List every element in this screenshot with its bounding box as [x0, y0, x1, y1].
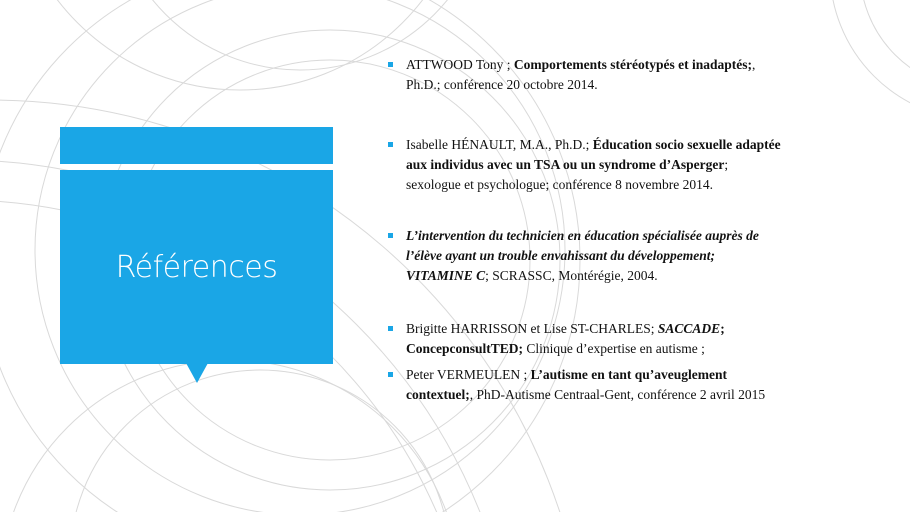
ref-title: aux individus avec un TSA ou un syndrome d’Asperger — [406, 157, 725, 172]
ref-title: L’intervention du technicien en éducation spécialisée auprès de — [406, 228, 759, 243]
ref-text: sexologue et psychologue; conférence 8 novembre 2014. — [406, 177, 714, 192]
ref-text: ; — [724, 157, 729, 172]
ref-title: VITAMINE C — [406, 268, 486, 283]
page-title: Références — [115, 249, 278, 285]
ref-text: , PhD-Autisme Centraal-Gent, conférence 2 avril 2015 — [469, 387, 766, 402]
reference-item-attwood — [388, 55, 848, 95]
bullet-icon — [388, 233, 393, 238]
ref-text: , — [752, 57, 756, 72]
ref-author: ATTWOOD Tony ; — [406, 57, 514, 72]
ref-title: Comportements stéréotypés et inadaptés; — [513, 57, 752, 72]
reference-item-harrisson — [388, 319, 848, 359]
ref-author: Brigitte HARRISSON et Lise ST-CHARLES; — [406, 321, 658, 336]
reference-item-vitamine-c — [388, 226, 848, 286]
bullet-icon — [388, 326, 393, 331]
ref-text: Ph.D.; conférence 20 octobre 2014. — [406, 77, 598, 92]
bullet-icon — [388, 142, 393, 147]
title-panel — [60, 170, 333, 364]
ref-text: Clinique d’expertise en autisme ; — [523, 341, 705, 356]
title-band — [60, 127, 333, 164]
bullet-icon — [388, 62, 393, 67]
ref-author: Peter VERMEULEN ; — [406, 367, 531, 382]
ref-title: SACCADE — [657, 321, 721, 336]
ref-title: ConcepconsultTED; — [406, 341, 524, 356]
ref-title: L’autisme en tant qu’aveuglement — [530, 367, 728, 382]
ref-title: ; — [720, 321, 725, 336]
ref-title: Éducation socio sexuelle adaptée — [592, 137, 781, 152]
bullet-icon — [388, 372, 393, 377]
reference-item-henault — [388, 135, 848, 195]
ref-text: ; SCRASSC, Montérégie, 2004. — [485, 268, 658, 283]
ref-author: Isabelle HÉNAULT, M.A., Ph.D.; — [406, 137, 593, 152]
reference-item-vermeulen — [388, 365, 848, 405]
ref-title: contextuel; — [406, 387, 470, 402]
title-pointer — [186, 363, 208, 383]
ref-title: l’élève ayant un trouble envahissant du développement; — [406, 248, 715, 263]
